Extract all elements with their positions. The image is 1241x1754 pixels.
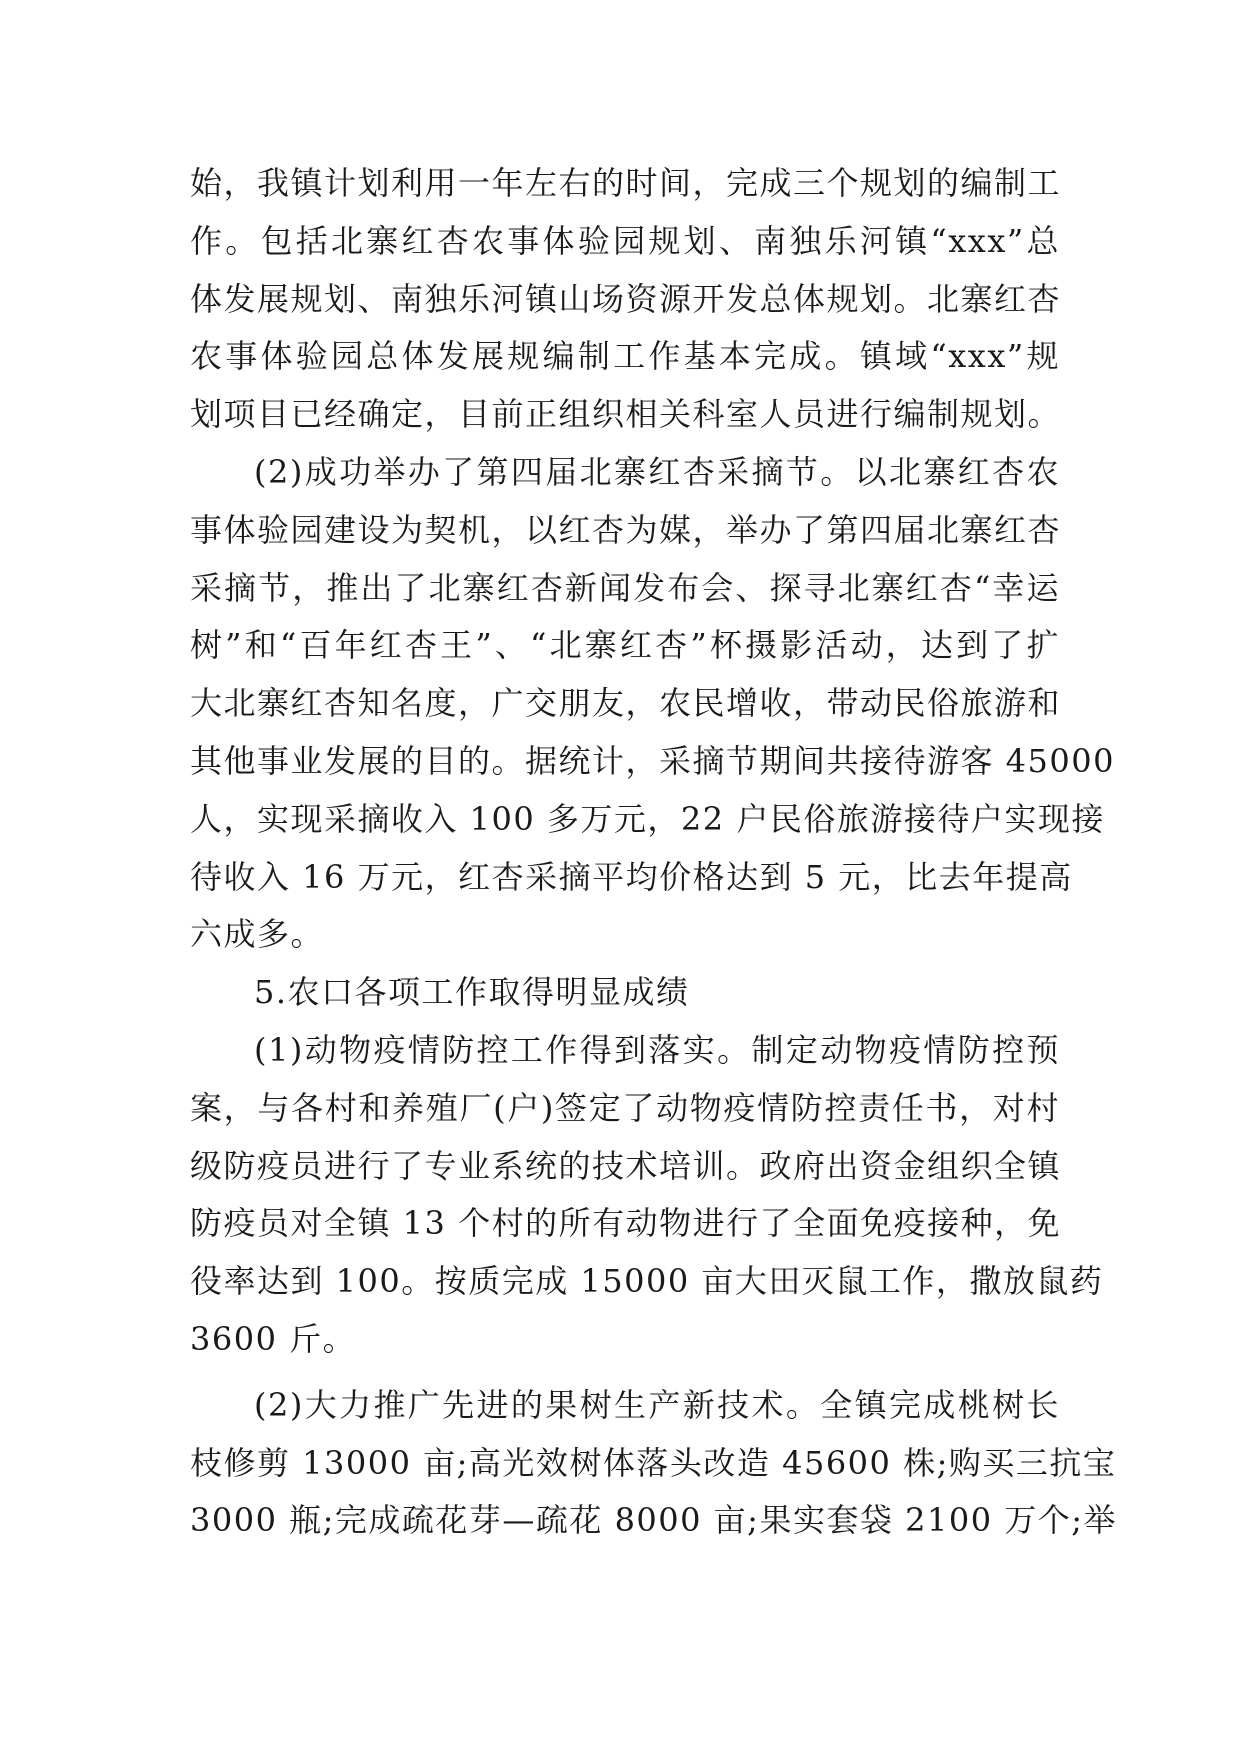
- body-text: [190, 155, 1118, 1550]
- text-line: 级防疫员进行了专业系统的技术培训。政府出资金组织全镇: [190, 1146, 1062, 1185]
- text-line: 防疫员对全镇 13 个村的所有动物进行了全面免疫接种，免: [190, 1204, 1062, 1243]
- text-line: 大北寨红杏知名度，广交朋友，农民增收，带动民俗旅游和: [190, 684, 1062, 723]
- text-line: 3600 斤。: [190, 1319, 357, 1358]
- text-line: 枝修剪 13000 亩;高光效树体落头改造 45600 株;购买三抗宝: [190, 1443, 1117, 1482]
- text-line: 体发展规划、南独乐河镇山场资源开发总体规划。北寨红杏: [190, 279, 1062, 318]
- text-line: 5.农口各项工作取得明显成绩: [254, 973, 690, 1012]
- text-line: 采摘节，推出了北寨红杏新闻发布会、探寻北寨红杏“幸运: [190, 568, 1060, 607]
- text-line: 人，实现采摘收入 100 多万元，22 户民俗旅游接待户实现接: [190, 799, 1105, 838]
- text-line: (1)动物疫情防控工作得到落实。制定动物疫情防控预: [254, 1030, 1060, 1069]
- text-line: 树”和“百年红杏王”、“北寨红杏”杯摄影活动，达到了扩: [190, 626, 1060, 665]
- text-line: (2)成功举办了第四届北寨红杏采摘节。以北寨红杏农: [254, 452, 1060, 491]
- text-line: (2)大力推广先进的果树生产新技术。全镇完成桃树长: [254, 1385, 1060, 1424]
- text-line: 作。包括北寨红杏农事体验园规划、南独乐河镇“xxx”总: [190, 221, 1060, 260]
- text-line: 待收入 16 万元，红杏采摘平均价格达到 5 元，比去年提高: [190, 857, 1073, 896]
- text-line: 役率达到 100。按质完成 15000 亩大田灭鼠工作，撒放鼠药: [190, 1262, 1104, 1301]
- text-line: 其他事业发展的目的。据统计，采摘节期间共接待游客 45000: [190, 741, 1115, 780]
- text-line: 六成多。: [190, 915, 325, 954]
- text-line: 始，我镇计划利用一年左右的时间，完成三个规划的编制工: [190, 164, 1062, 202]
- text-line: 3000 瓶;完成疏花芽—疏花 8000 亩;果实套袋 2100 万个;举: [190, 1501, 1118, 1540]
- text-line: 划项目已经确定，目前正组织相关科室人员进行编制规划。: [190, 395, 1062, 434]
- text-line: 事体验园建设为契机，以红杏为媒，举办了第四届北寨红杏: [190, 510, 1062, 549]
- text-line: 案，与各村和养殖厂(户)签定了动物疫情防控责任书，对村: [190, 1088, 1060, 1127]
- text-line: 农事体验园总体发展规编制工作基本完成。镇域“xxx”规: [190, 337, 1060, 376]
